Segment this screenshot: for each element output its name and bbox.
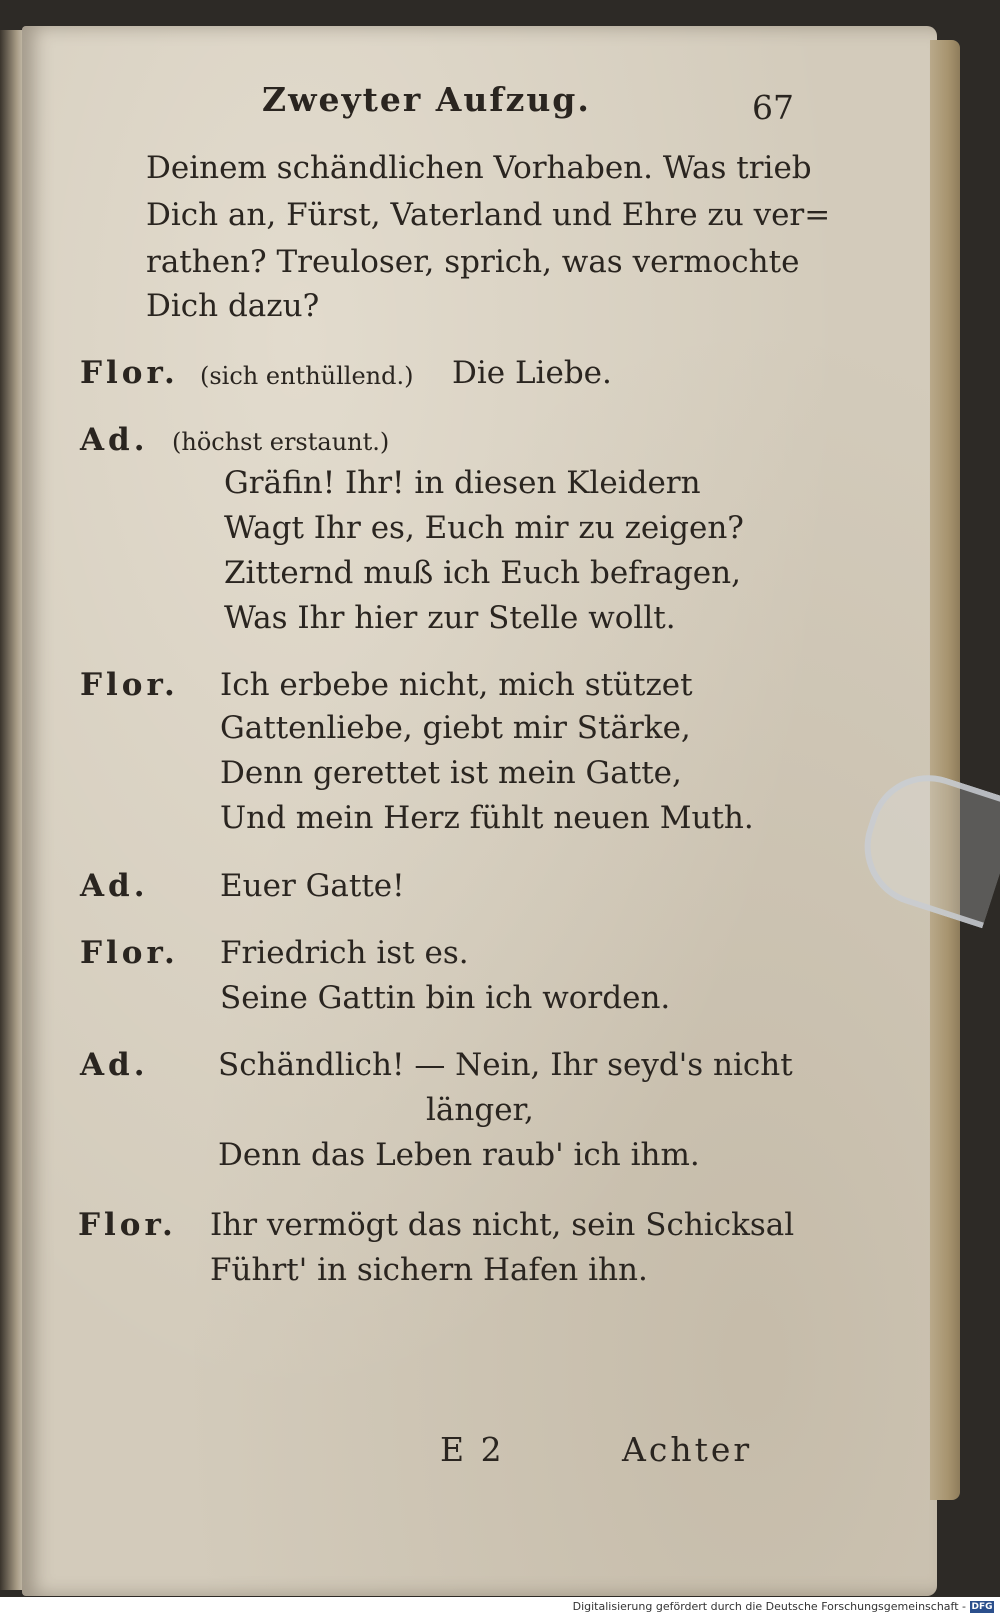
verse-line: Zitternd muß ich Euch befragen, — [224, 555, 741, 591]
verse-line: Gräfin! Ihr! in diesen Kleidern — [224, 465, 701, 501]
speaker-label: Ad. — [80, 422, 149, 458]
verse-line: Ich erbebe nicht, mich stützet — [220, 667, 693, 703]
speaker-label: Ad. — [80, 868, 149, 904]
footer-credit: Digitalisierung gefördert durch die Deutsche Forschungsgemeinschaft - — [572, 1600, 966, 1613]
speaker-label: Ad. — [80, 1047, 149, 1083]
verse-line: Wagt Ihr es, Euch mir zu zeigen? — [224, 510, 744, 546]
page-number: 67 — [752, 88, 794, 127]
stage-direction: (sich enthüllend.) — [200, 362, 414, 390]
verse-line: Was Ihr hier zur Stelle wollt. — [224, 600, 676, 636]
verse-line: Euer Gatte! — [220, 868, 405, 904]
speaker-label: Flor. — [80, 667, 179, 703]
dfg-logo: DFG — [971, 1602, 993, 1612]
verse-line: Die Liebe. — [452, 355, 612, 391]
prose-line: rathen? Treuloser, sprich, was vermochte — [146, 244, 800, 280]
verse-line: Denn gerettet ist mein Gatte, — [220, 755, 682, 791]
speaker-label: Flor. — [80, 355, 179, 391]
signature-mark: E 2 — [440, 1430, 505, 1469]
speaker-label: Flor. — [80, 935, 179, 971]
prose-line: Dich an, Fürst, Vaterland und Ehre zu ver= — [146, 197, 831, 233]
stage-direction: (höchst erstaunt.) — [172, 428, 390, 456]
verse-line: Seine Gattin bin ich worden. — [220, 980, 671, 1016]
speaker-label: Flor. — [78, 1207, 177, 1243]
catchword: Achter — [622, 1430, 753, 1469]
prose-line: Dich dazu? — [146, 288, 320, 324]
verse-line: Denn das Leben raub' ich ihm. — [218, 1137, 700, 1173]
running-head: Zweyter Aufzug. — [262, 80, 591, 119]
verse-line: Gattenliebe, giebt mir Stärke, — [220, 710, 691, 746]
prose-line: Deinem schändlichen Vorhaben. Was trieb — [146, 150, 812, 186]
verse-line: Führt' in sichern Hafen ihn. — [210, 1252, 648, 1288]
verse-line: Ihr vermögt das nicht, sein Schicksal — [210, 1207, 795, 1243]
adjacent-page-edge — [0, 30, 24, 1590]
verse-line: Und mein Herz fühlt neuen Muth. — [220, 800, 754, 836]
verse-line: Schändlich! — Nein, Ihr seyd's nicht — [218, 1047, 793, 1083]
page-stack-edge — [930, 40, 960, 1500]
verse-line: Friedrich ist es. — [220, 935, 469, 971]
verse-line: länger, — [426, 1092, 534, 1128]
